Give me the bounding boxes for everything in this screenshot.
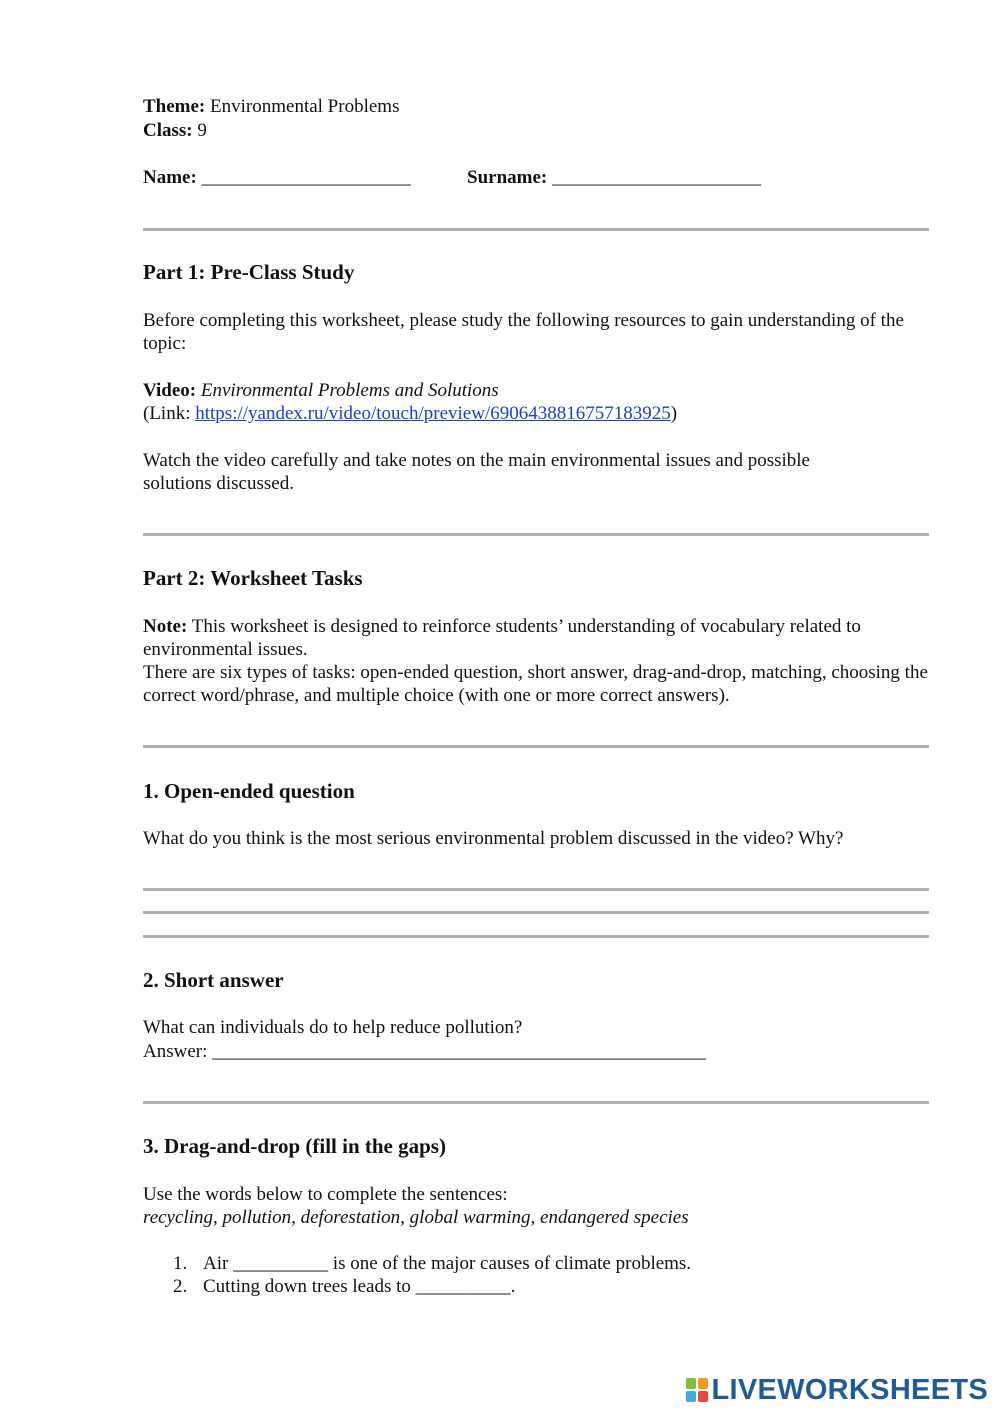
theme-line [143, 95, 399, 118]
video-link[interactable]: https://yandex.ru/video/touch/preview/6906438816757183925 [195, 403, 671, 424]
divider [143, 745, 929, 748]
logo-text: LIVEWORKSHEETS [711, 1374, 988, 1406]
theme-label: Theme: [143, 96, 206, 117]
part2-note [143, 615, 929, 661]
part1-intro: Before completing this worksheet, please study the following resources to gain understanding of the topic: [143, 310, 904, 354]
part2-types: There are six types of tasks: open-ended question, short answer, drag-and-drop, matching, choosing the correct word/phrase, and multiple choice (with one or more correct answers). [143, 662, 928, 706]
liveworksheets-logo [686, 1374, 989, 1406]
list-item[interactable] [143, 1275, 691, 1298]
task2-question: What can individuals do to help reduce pollution? [143, 1017, 523, 1038]
logo-square-icon [698, 1378, 708, 1389]
theme-value: Environmental Problems [210, 96, 400, 117]
answer-line[interactable] [143, 935, 929, 938]
link-suffix: ) [670, 403, 678, 424]
worksheet-page [143, 0, 929, 1414]
class-label: Class: [143, 120, 193, 141]
surname-label: Surname: [467, 167, 548, 188]
item-number: 1. [173, 1253, 188, 1274]
answer-line[interactable] [143, 911, 929, 914]
note-label: Note: [143, 616, 188, 637]
task1-title: 1. Open-ended question [143, 779, 355, 803]
task2-title: 2. Short answer [143, 968, 284, 992]
name-field[interactable]: ______________________ [201, 167, 411, 188]
class-value: 9 [197, 120, 207, 141]
divider [143, 533, 929, 536]
note-text: This worksheet is designed to reinforce students’ understanding of vocabulary related to environmental issues. [143, 616, 861, 660]
video-line [143, 379, 499, 402]
video-label: Video: [143, 380, 197, 401]
answer-line[interactable] [143, 888, 929, 891]
task3-list [143, 1252, 691, 1298]
link-line [143, 402, 677, 425]
item-number: 2. [173, 1276, 188, 1297]
item-text: Cutting down trees leads to __________. [203, 1276, 516, 1297]
video-title: Environmental Problems and Solutions [200, 380, 499, 401]
list-item[interactable] [143, 1252, 691, 1275]
answer-label: Answer: [143, 1041, 213, 1062]
task3-instruction: Use the words below to complete the sentences: [143, 1184, 508, 1205]
name-line[interactable] [143, 166, 411, 189]
surname-field[interactable]: ______________________ [551, 167, 761, 188]
part1-instructions: Watch the video carefully and take notes on the main environmental issues and possible solutions discussed. [143, 450, 810, 494]
surname-line[interactable] [467, 166, 761, 189]
task1-question: What do you think is the most serious environmental problem discussed in the video? Why? [143, 828, 844, 849]
task2-answer-line[interactable] [143, 1040, 706, 1063]
part1-title: Part 1: Pre-Class Study [143, 260, 355, 284]
name-label: Name: [143, 167, 197, 188]
logo-square-icon [686, 1391, 696, 1402]
part2-title: Part 2: Worksheet Tasks [143, 566, 363, 590]
logo-square-icon [698, 1391, 708, 1402]
item-text: Air __________ is one of the major causes of climate problems. [203, 1253, 692, 1274]
class-line [143, 119, 207, 142]
liveworksheets-logo-icon [686, 1378, 708, 1402]
divider [143, 228, 929, 231]
divider [143, 1101, 929, 1104]
word-bank: recycling, pollution, deforestation, global warming, endangered species [143, 1207, 689, 1228]
task3-title: 3. Drag-and-drop (fill in the gaps) [143, 1134, 446, 1158]
link-prefix: (Link: [143, 403, 196, 424]
logo-square-icon [686, 1378, 696, 1389]
answer-field[interactable]: ____________________________________________________ [212, 1041, 707, 1062]
